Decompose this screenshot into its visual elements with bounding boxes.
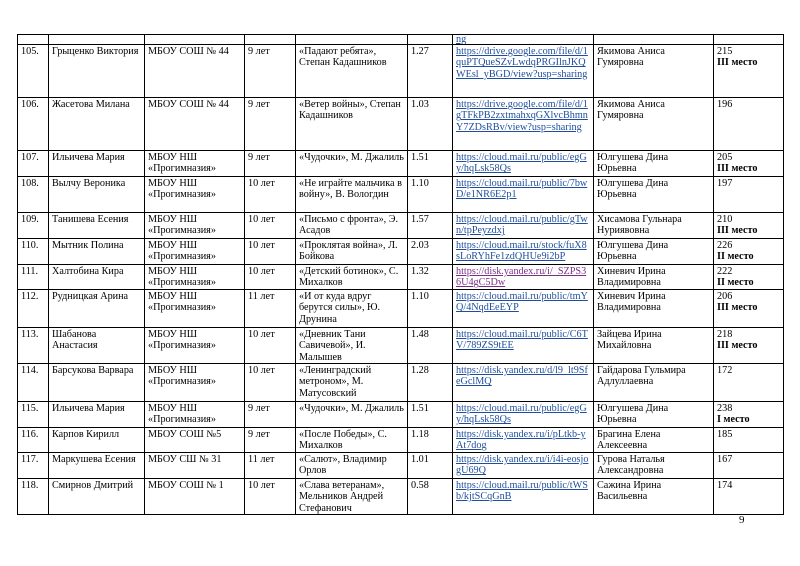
place-label: III место <box>717 302 758 314</box>
cell-school-text: МБОУ НШ «Прогимназия» <box>148 403 216 426</box>
cell-teacher <box>594 213 714 239</box>
cell-number <box>18 478 49 514</box>
cell-age <box>245 327 296 363</box>
score-value: 174 <box>717 479 733 491</box>
cell-school <box>145 452 245 478</box>
place-label: III место <box>717 225 758 237</box>
cell-link <box>453 428 594 453</box>
cell-teacher-text: Гурова Наталья Александровна <box>597 453 665 477</box>
cell-participant-name <box>49 45 145 98</box>
score-value: 215 <box>717 46 733 57</box>
cell-participant-name-text: Ильичева Мария <box>52 403 125 415</box>
cell-age-text: 11 лет <box>248 453 275 465</box>
cell-score <box>714 428 784 453</box>
table-row <box>18 402 784 428</box>
video-link[interactable]: https://drive.google.com/file/d/1quPTQueSZvLwdqPRGIlnJKQWEsl_yBGD/view?usp=sharing <box>456 46 588 80</box>
cell-number-text: 111. <box>21 266 39 277</box>
video-link[interactable]: https://cloud.mail.ru/public/7bwD/e1NR6E2p1 <box>456 178 588 201</box>
cell-participant-name <box>49 213 145 239</box>
cell-teacher-text: Якимова Аниса Гумяровна <box>597 46 665 69</box>
table-row <box>18 265 784 290</box>
cell-participant-name-text: Карпов Кирилл <box>52 429 120 441</box>
cell-age <box>245 151 296 177</box>
cell-number <box>18 98 49 151</box>
cell-duration <box>408 452 453 478</box>
cell-number-text: 107. <box>21 152 39 163</box>
cell-duration-text: 1.01 <box>411 453 429 465</box>
cell-school <box>145 239 245 265</box>
cell-participant-name-text: Вылчу Вероника <box>52 178 126 189</box>
place-label: II место <box>717 251 754 263</box>
cell-duration <box>408 177 453 213</box>
cell-duration-text: 1.57 <box>411 214 429 225</box>
cell-link <box>453 213 594 239</box>
cell-age-text: 9 лет <box>248 152 270 163</box>
cell-work-text: «Дневник Тани Савичевой», И. Малышев <box>299 328 366 363</box>
cell-school-text: МБОУ НШ «Прогимназия» <box>148 365 216 388</box>
cell-teacher-text: Хисамова Гульнара Нуриявовна <box>597 214 682 237</box>
video-link[interactable]: https://disk.yandex.ru/i/i4i-eosjogU69Q <box>456 453 589 477</box>
cell-score <box>714 478 784 514</box>
cell-duration-text: 1.18 <box>411 429 429 441</box>
video-link[interactable]: https://drive.google.com/file/d/1gTFkPB2zxtmahxqGXlvcBhmnY7ZDsRBv/view?usp=sharing <box>456 99 588 133</box>
cell-number-text: 110. <box>21 240 39 251</box>
cell-participant-name-text: Смирнов Дмитрий <box>52 479 134 491</box>
place-label: II место <box>717 277 754 289</box>
cell-duration <box>408 402 453 428</box>
cell-number-text: 112. <box>21 290 39 302</box>
place-label: III место <box>717 340 758 352</box>
cell-score <box>714 265 784 290</box>
cell-number-text: 117. <box>21 453 39 465</box>
cell-school <box>145 45 245 98</box>
score-value: 172 <box>717 365 733 377</box>
cell-work-text: «Падают ребята», Степан Кадашников <box>299 46 387 69</box>
cell-teacher-text: Сажина Ирина Васильевна <box>597 479 662 503</box>
cell-age <box>245 265 296 290</box>
cell-school-text: МБОУ СОШ № 44 <box>148 46 229 57</box>
cell-teacher <box>594 452 714 478</box>
cell-teacher <box>594 265 714 290</box>
results-table <box>17 34 784 515</box>
cell-school <box>145 213 245 239</box>
cell-work <box>296 428 408 453</box>
cell-school-text: МБОУ НШ «Прогимназия» <box>148 178 216 201</box>
cell-school <box>145 428 245 453</box>
video-link[interactable]: https://disk.yandex.ru/d/l9_lt9SfeGclMQ <box>456 365 588 388</box>
cell-teacher-text: Юлгушева Дина Юрьевна <box>597 403 669 426</box>
cell-school <box>145 98 245 151</box>
place-label: III место <box>717 163 758 175</box>
cell-teacher <box>594 151 714 177</box>
table-row <box>18 45 784 98</box>
cell-participant-name <box>49 177 145 213</box>
cell-score <box>714 45 784 98</box>
cell-number <box>18 452 49 478</box>
cell-school-text: МБОУ НШ «Прогимназия» <box>148 266 216 289</box>
cell-school <box>145 402 245 428</box>
cell-school-text: МБОУ СШ № 31 <box>148 453 222 465</box>
cell-duration-text: 1.51 <box>411 152 429 163</box>
cell-participant-name <box>49 402 145 428</box>
cell-duration-text: 1.10 <box>411 290 429 302</box>
cell-number-text: 108. <box>21 178 39 189</box>
cell-work <box>296 364 408 402</box>
cell-participant-name <box>49 98 145 151</box>
cell-work-text: «Ветер войны», Степан Кадашников <box>299 99 401 122</box>
cell-age <box>245 239 296 265</box>
cell-participant-name-text: Маркушева Есения <box>52 453 136 465</box>
table-row <box>18 98 784 151</box>
cell-participant-name <box>49 452 145 478</box>
video-link[interactable]: https://cloud.mail.ru/public/tWSb/kjtSCqGnB <box>456 479 588 503</box>
cell-number <box>18 213 49 239</box>
cell-link <box>453 289 594 327</box>
video-link[interactable]: https://cloud.mail.ru/public/C6TV/789ZS9tEE <box>456 328 588 352</box>
video-link[interactable]: https://cloud.mail.ru/stock/fuX8sLoRYhFe1zdQHUe9i2bP <box>456 240 587 263</box>
cell-school-text: МБОУ НШ «Прогимназия» <box>148 240 216 263</box>
cell-duration <box>408 98 453 151</box>
cell-age-text: 10 лет <box>248 178 275 189</box>
cell-number-text: 113. <box>21 328 39 340</box>
cell-participant-name-text: Ильичева Мария <box>52 152 125 163</box>
cell-age-text: 10 лет <box>248 214 275 225</box>
cell-link <box>453 177 594 213</box>
cell-teacher-text: Якимова Аниса Гумяровна <box>597 99 665 122</box>
cell-participant-name-text: Танишева Есения <box>52 214 129 225</box>
cell-teacher-text: Брагина Елена Алексеевна <box>597 429 661 452</box>
cell-age <box>245 428 296 453</box>
cell-link <box>453 478 594 514</box>
page-number: 9 <box>739 514 745 526</box>
video-link[interactable]: https://cloud.mail.ru/public/egGy/hqLsk58Qs <box>456 403 587 426</box>
cell-participant-name <box>49 428 145 453</box>
cell-teacher <box>594 45 714 98</box>
cell-work-text: «Детский ботинок», С. Михалков <box>299 266 399 289</box>
cell-school-text: МБОУ СОШ № 1 <box>148 479 224 491</box>
table-row-continued <box>18 35 784 45</box>
place-label: III место <box>717 57 758 69</box>
cell-teacher <box>594 428 714 453</box>
cell-work-text: «Чудочки», М. Джалиль <box>299 152 404 163</box>
cell-age-text: 9 лет <box>248 46 270 57</box>
table-row <box>18 478 784 514</box>
score-value: 226 <box>717 240 733 251</box>
cell-age <box>245 452 296 478</box>
cell-work-text: «Проклятая война», Л. Бойкова <box>299 240 398 263</box>
cell-age <box>245 402 296 428</box>
cell-number <box>18 45 49 98</box>
cell-school <box>145 289 245 327</box>
cell-participant-name-text: Грыценко Виктория <box>52 46 139 57</box>
cell-teacher-text: Гайдарова Гульмира Адлуллаевна <box>597 365 686 388</box>
video-link[interactable]: https://cloud.mail.ru/public/egGy/hqLsk58Qs <box>456 152 587 175</box>
cell-age-text: 9 лет <box>248 403 270 415</box>
video-link[interactable]: https://cloud.mail.ru/public/tmYQ/4NqdEeEYP <box>456 290 588 314</box>
cell-duration <box>408 151 453 177</box>
cell-age <box>245 364 296 402</box>
cell-work-text: «Ленинградский метроном», М. Матусовский <box>299 365 372 399</box>
cell-link <box>453 239 594 265</box>
cell-participant-name <box>49 289 145 327</box>
cell-school-text: МБОУ НШ «Прогимназия» <box>148 214 216 237</box>
cell-number <box>18 428 49 453</box>
cell-participant-name-text: Мытник Полина <box>52 240 124 251</box>
cell-teacher <box>594 177 714 213</box>
cell-school <box>145 151 245 177</box>
cell-duration <box>408 478 453 514</box>
cell-duration-text: 1.48 <box>411 328 429 340</box>
cell-number-text: 105. <box>21 46 39 57</box>
cell-school <box>145 265 245 290</box>
cell-teacher <box>594 402 714 428</box>
cell-teacher-text: Зайцева Ирина Михайловна <box>597 328 662 352</box>
cell-link <box>453 364 594 402</box>
cell-number <box>18 289 49 327</box>
cell-age <box>245 213 296 239</box>
score-value: 206 <box>717 290 733 302</box>
cell-age-text: 10 лет <box>248 240 275 251</box>
cell-score <box>714 239 784 265</box>
cell-work <box>296 289 408 327</box>
video-link[interactable]: https://cloud.mail.ru/public/gTwn/tpPeyzdxj <box>456 214 588 237</box>
cell-number-text: 109. <box>21 214 39 225</box>
cell-participant-name-text: Барсукова Варвара <box>52 365 134 377</box>
cell-age-text: 11 лет <box>248 290 275 302</box>
cell-number <box>18 364 49 402</box>
cell-duration <box>408 213 453 239</box>
table-row <box>18 239 784 265</box>
score-value: 238 <box>717 403 733 415</box>
cell-participant-name <box>49 478 145 514</box>
cell-work-text: «После Победы», С. Михалков <box>299 429 387 452</box>
cell-duration <box>408 265 453 290</box>
cell-number <box>18 402 49 428</box>
cell-work <box>296 327 408 363</box>
cell-age-text: 9 лет <box>248 429 270 441</box>
cell-number <box>18 151 49 177</box>
cell-number <box>18 327 49 363</box>
cell-age-text: 10 лет <box>248 365 275 377</box>
cell-duration-text: 1.32 <box>411 266 429 277</box>
cell-link <box>453 151 594 177</box>
cell-work <box>296 213 408 239</box>
cell-school <box>145 478 245 514</box>
cell-teacher <box>594 289 714 327</box>
cell-work-text: «Не играйте мальчика в войну», В. Вологдин <box>299 178 402 201</box>
cell-work-text: «Чудочки», М. Джалиль <box>299 403 404 415</box>
cell-age <box>245 177 296 213</box>
cell-duration <box>408 45 453 98</box>
cell-number <box>18 177 49 213</box>
cell-duration-text: 1.51 <box>411 403 429 415</box>
cell-duration-text: 2.03 <box>411 240 429 251</box>
score-value: 210 <box>717 214 733 225</box>
cell-work <box>296 98 408 151</box>
cell-school-text: МБОУ СОШ № 44 <box>148 99 229 110</box>
cell-work <box>296 478 408 514</box>
cell-score <box>714 177 784 213</box>
cell-teacher <box>594 364 714 402</box>
cell-work <box>296 151 408 177</box>
cell-participant-name <box>49 265 145 290</box>
table-row <box>18 452 784 478</box>
cell-school <box>145 177 245 213</box>
cell-duration-text: 0.58 <box>411 479 429 491</box>
cell-score <box>714 364 784 402</box>
link-continued[interactable]: ng <box>456 34 467 45</box>
cell-work <box>296 177 408 213</box>
cell-score <box>714 98 784 151</box>
cell-age <box>245 289 296 327</box>
score-value: 222 <box>717 266 733 277</box>
cell-school-text: МБОУ НШ «Прогимназия» <box>148 290 216 314</box>
cell-teacher-text: Хиневич Ирина Владимировна <box>597 266 666 289</box>
cell-school-text: МБОУ НШ «Прогимназия» <box>148 328 216 352</box>
place-label: I место <box>717 414 750 426</box>
cell-duration-text: 1.03 <box>411 99 429 110</box>
cell-number-text: 118. <box>21 479 39 491</box>
score-value: 197 <box>717 178 733 189</box>
cell-duration <box>408 364 453 402</box>
cell-work-text: «Слава ветеранам», Мельников Андрей Стефанович <box>299 479 385 514</box>
cell-work-text: «Письмо с фронта», Э. Асадов <box>299 214 399 237</box>
cell-link <box>453 98 594 151</box>
cell-work <box>296 239 408 265</box>
cell-age <box>245 478 296 514</box>
table-row <box>18 289 784 327</box>
cell-teacher <box>594 327 714 363</box>
cell-duration-text: 1.10 <box>411 178 429 189</box>
cell-score <box>714 327 784 363</box>
cell-teacher-text: Хиневич Ирина Владимировна <box>597 290 666 314</box>
cell-duration-text: 1.28 <box>411 365 429 377</box>
cell-work <box>296 402 408 428</box>
cell-teacher <box>594 478 714 514</box>
cell-work <box>296 452 408 478</box>
cell-school-text: МБОУ СОШ №5 <box>148 429 222 441</box>
cell-age-text: 9 лет <box>248 99 270 110</box>
cell-age <box>245 45 296 98</box>
cell-teacher <box>594 239 714 265</box>
cell-duration <box>408 239 453 265</box>
cell-duration-text: 1.27 <box>411 46 429 57</box>
cell-work-text: «Салют», Владимир Орлов <box>299 453 387 477</box>
table-row <box>18 177 784 213</box>
cell-work-text: «И от куда вдруг берутся силы», Ю. Друнина <box>299 290 381 325</box>
cell-teacher-text: Юлгушева Дина Юрьевна <box>597 240 669 263</box>
cell-score <box>714 289 784 327</box>
score-value: 167 <box>717 453 733 465</box>
table-row <box>18 428 784 453</box>
cell-age-text: 10 лет <box>248 328 275 340</box>
cell-teacher-text: Юлгушева Дина Юрьевна <box>597 178 669 201</box>
cell-link <box>453 402 594 428</box>
cell-participant-name-text: Халтобина Кира <box>52 266 124 277</box>
cell-duration <box>408 289 453 327</box>
score-value: 196 <box>717 99 733 110</box>
video-link[interactable]: https://disk.yandex.ru/i/_SZPS36U4gC5Dw <box>456 266 587 289</box>
cell-link <box>453 45 594 98</box>
cell-duration <box>408 327 453 363</box>
cell-number-text: 115. <box>21 403 39 415</box>
cell-number-text: 106. <box>21 99 39 110</box>
cell-participant-name <box>49 151 145 177</box>
cell-participant-name-text: Рудницкая Арина <box>52 290 129 302</box>
table-row <box>18 213 784 239</box>
score-value: 218 <box>717 328 733 340</box>
table-row <box>18 151 784 177</box>
cell-score <box>714 402 784 428</box>
cell-school <box>145 327 245 363</box>
cell-teacher-text: Юлгушева Дина Юрьевна <box>597 152 669 175</box>
cell-link <box>453 265 594 290</box>
cell-participant-name <box>49 327 145 363</box>
cell-participant-name-text: Жасетова Милана <box>52 99 130 110</box>
cell-age-text: 10 лет <box>248 479 275 491</box>
cell-teacher <box>594 98 714 151</box>
cell-school-text: МБОУ НШ «Прогимназия» <box>148 152 216 175</box>
cell-duration <box>408 428 453 453</box>
cell-score <box>714 151 784 177</box>
table-row <box>18 364 784 402</box>
cell-age <box>245 98 296 151</box>
cell-work <box>296 265 408 290</box>
cell-number-text: 116. <box>21 429 39 441</box>
cell-number-text: 114. <box>21 365 39 377</box>
cell-link <box>453 452 594 478</box>
score-value: 185 <box>717 429 733 441</box>
cell-participant-name <box>49 364 145 402</box>
cell-age-text: 10 лет <box>248 266 275 277</box>
cell-score <box>714 213 784 239</box>
cell-work <box>296 45 408 98</box>
cell-number <box>18 265 49 290</box>
cell-school <box>145 364 245 402</box>
cell-number <box>18 239 49 265</box>
cell-score <box>714 452 784 478</box>
score-value: 205 <box>717 152 733 163</box>
cell-link <box>453 327 594 363</box>
table-row <box>18 327 784 363</box>
video-link[interactable]: https://disk.yandex.ru/i/pLtkb-yAt7dog <box>456 429 586 452</box>
cell-participant-name-text: Шабанова Анастасия <box>52 328 98 352</box>
cell-participant-name <box>49 239 145 265</box>
